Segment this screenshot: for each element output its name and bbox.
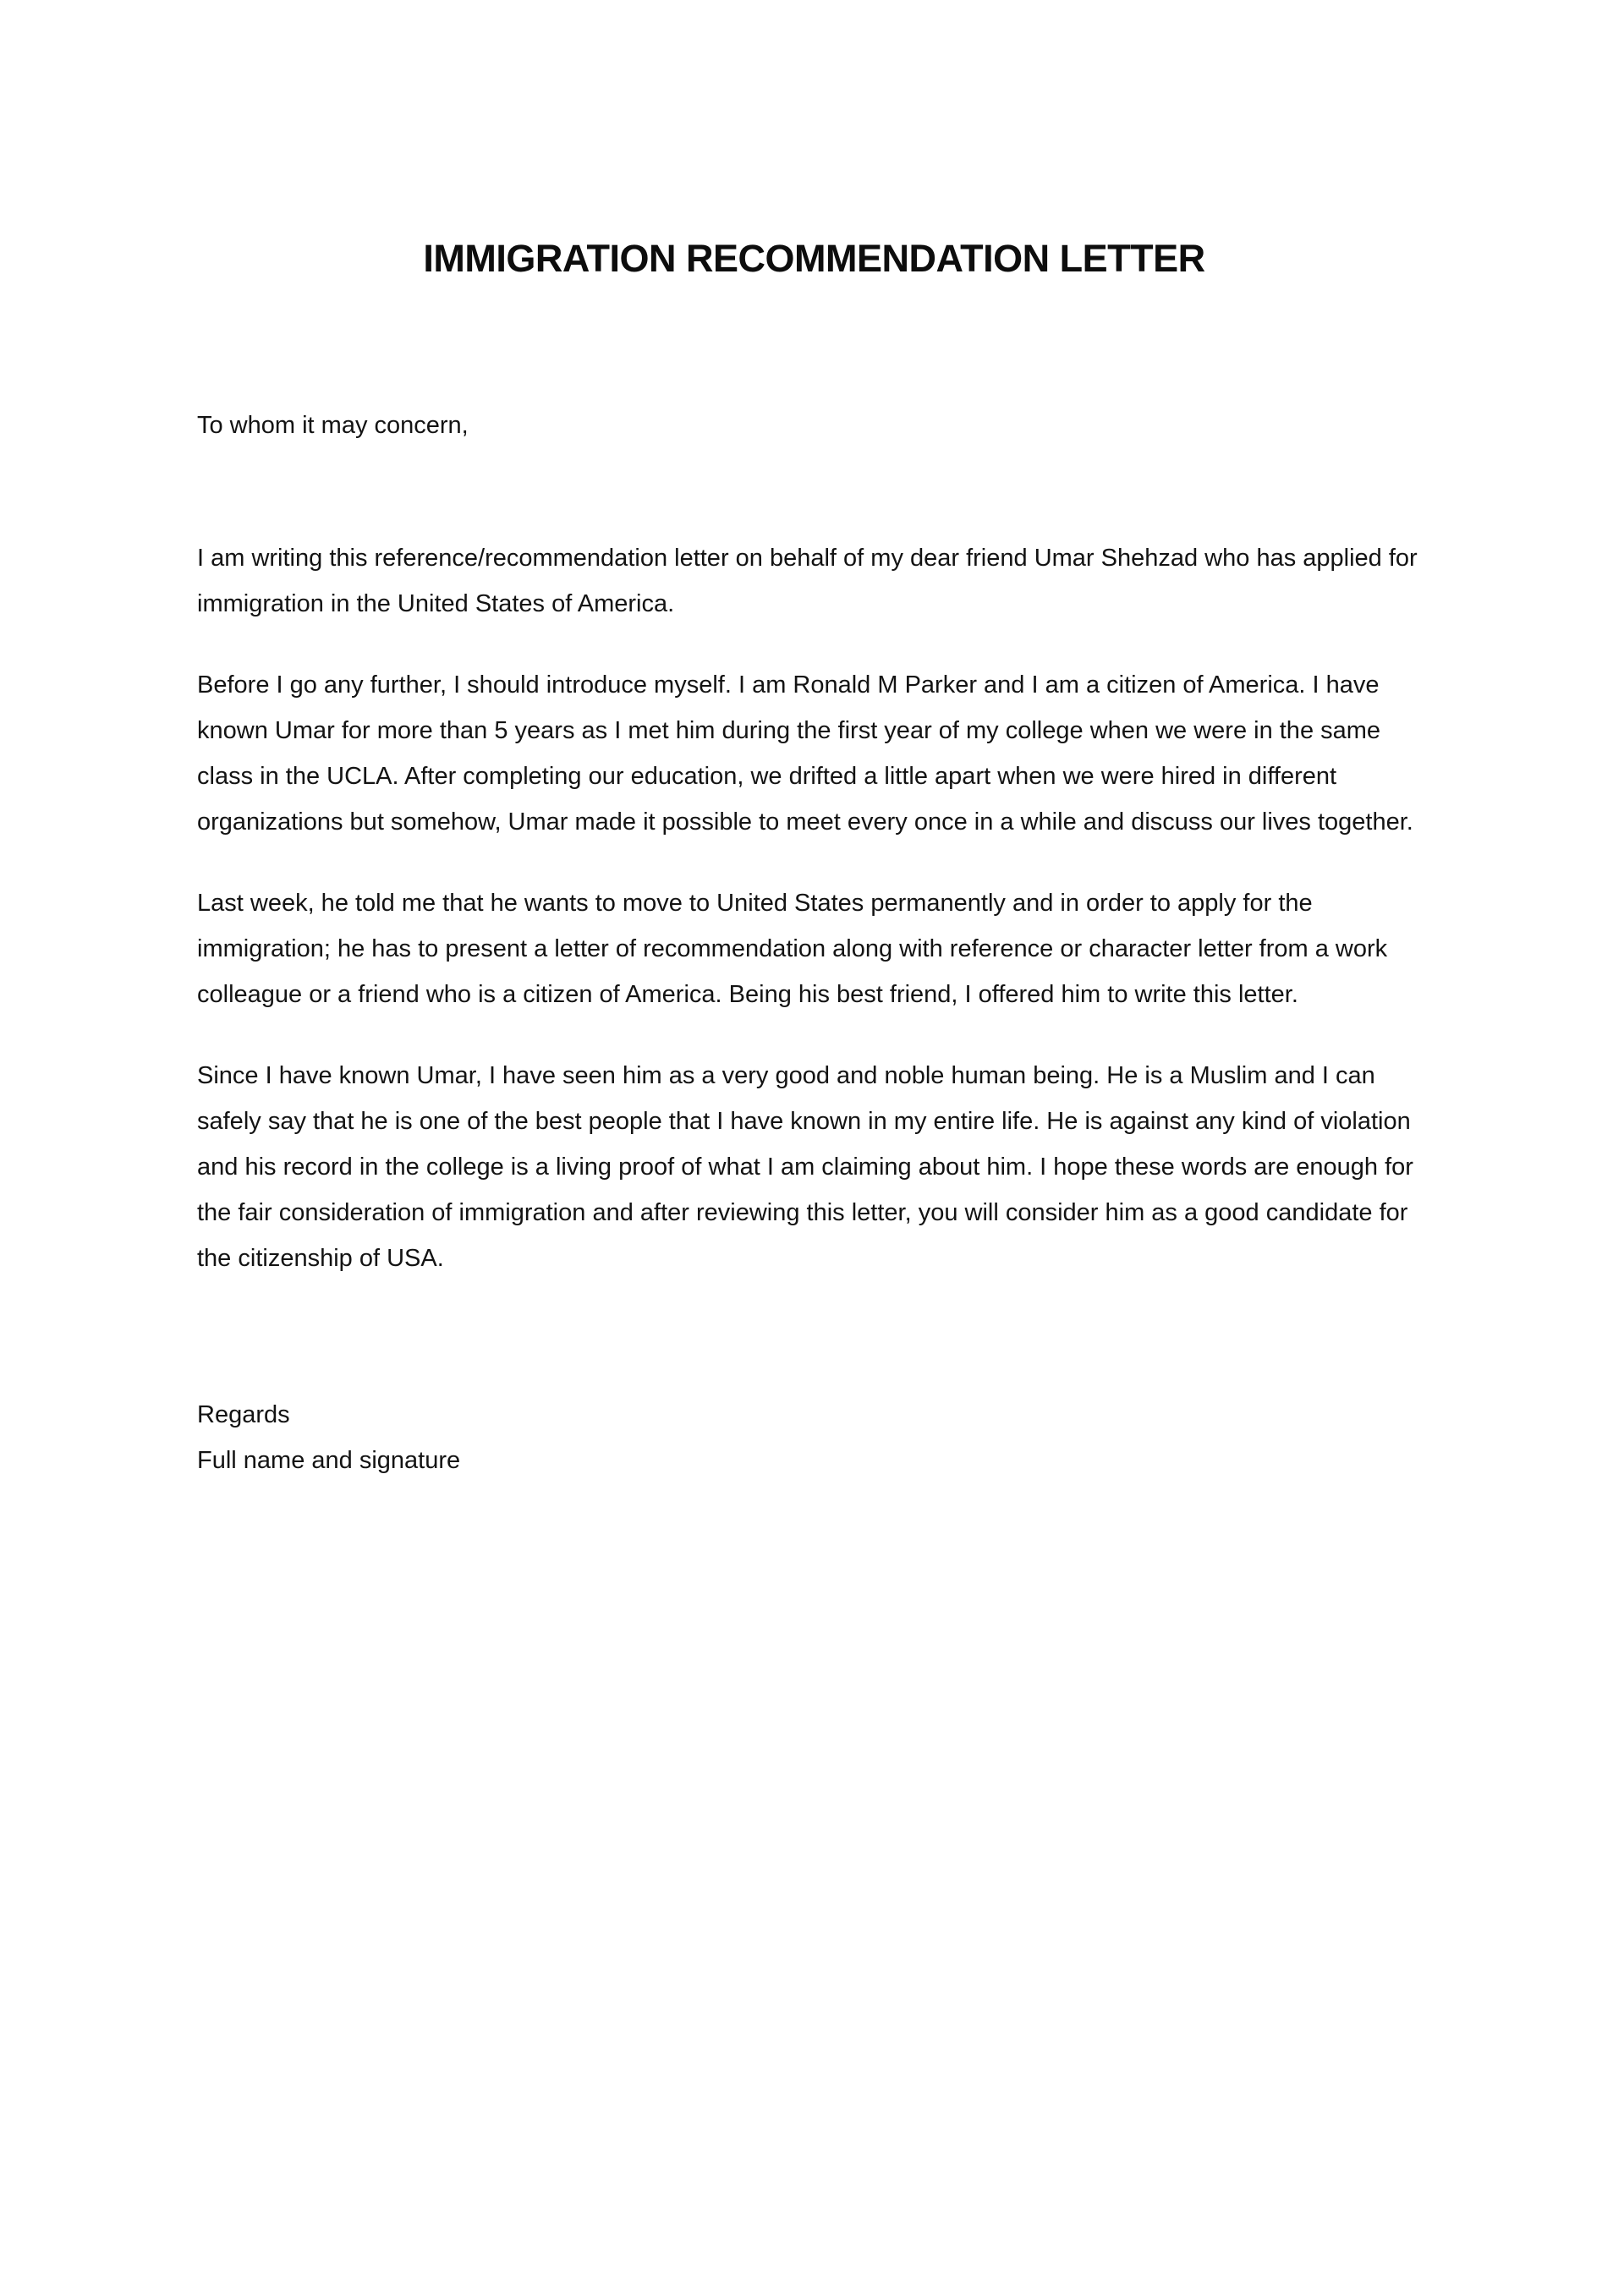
paragraph-self-introduction: Before I go any further, I should introduce myself. I am Ronald M Parker and I am a citizen of America. I have known Umar for more than 5 years as I met him during the first year of my college when we were in the same class in the UCLA. After completing our education, we drifted a little apart when we were hired in different organizations but somehow, Umar made it possible to meet every once in a while and discuss our lives together.: [197, 671, 1413, 836]
closing-regards: Regards: [197, 1401, 290, 1428]
paragraph-character-endorsement: Since I have known Umar, I have seen him as a very good and noble human being. He is a Muslim and I can safely say that he is one of the best people that I have known in my entire life. He is against any kind of violation and his record in the college is a living proof of what I am claiming about him. I hope these words are enough for the fair consideration of immigration and after reviewing this letter, you will consider him as a good candidate for the citizenship of USA.: [197, 1062, 1413, 1272]
salutation: To whom it may concern,: [197, 412, 469, 439]
letter-title: IMMIGRATION RECOMMENDATION LETTER: [423, 237, 1205, 280]
paragraph-introduction: I am writing this reference/recommendation letter on behalf of my dear friend Umar Shehzad who has applied for immigration in the United States of America.: [197, 545, 1418, 617]
closing-block: [197, 1392, 1431, 1483]
letter-content: [197, 0, 1431, 1483]
paragraph-request-context: Last week, he told me that he wants to move to United States permanently and in order to apply for the immigration; he has to present a letter of recommendation along with reference or character letter from a work colleague or a friend who is a citizen of America. Being his best friend, I offered him to write this letter.: [197, 890, 1388, 1008]
closing-signature-line: Full name and signature: [197, 1447, 461, 1474]
